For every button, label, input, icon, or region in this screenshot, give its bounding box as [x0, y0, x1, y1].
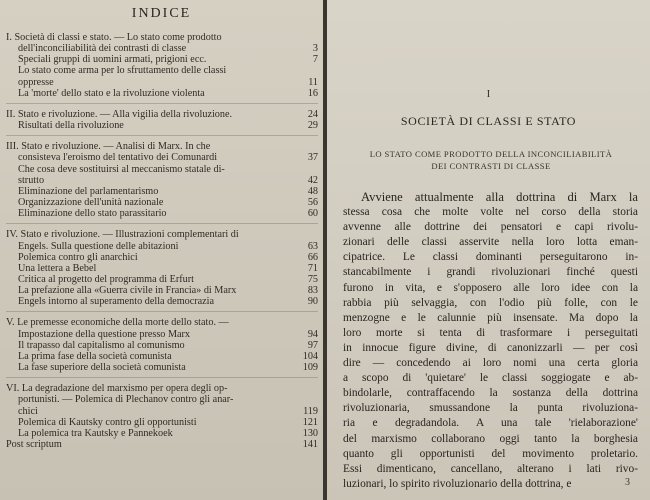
- toc-entry: [6, 351, 318, 362]
- toc-entry: [6, 65, 318, 76]
- toc-divider: [6, 135, 318, 136]
- body-text-line: Essi dimenticano, cancellano, alterano i lati rivo-: [343, 462, 638, 475]
- toc-entry-page: 141: [302, 439, 318, 450]
- toc-section: [6, 229, 318, 307]
- body-text-line: luzionari, lo spirito rivoluzionario della dottrina, e: [343, 477, 572, 490]
- body-text-line: menzogne e le calunnie più insensate. Ma dopo la: [343, 311, 638, 324]
- page-number: 3: [625, 477, 630, 488]
- toc-entry-title: La prima fase della società comunista: [18, 350, 172, 362]
- toc-entry-page: 24: [307, 108, 318, 120]
- toc-entry-page: 90: [307, 296, 318, 308]
- chapter-subtitle-line: LO STATO COME PRODOTTO DELLA INCONCILIABILITÀ: [369, 149, 613, 159]
- toc-entry: [6, 32, 318, 43]
- body-text-line: avvenne alle dottrine dei pensatori e capi rivolu-: [343, 221, 638, 234]
- toc-entry-title: VI. La degradazione del marxismo per opera degli op-: [6, 383, 228, 395]
- body-text-line: cipatrice. Le classi dominanti perseguitarono in-: [343, 251, 638, 264]
- toc-entry: [6, 164, 318, 175]
- toc-entry-page: 121: [302, 416, 318, 428]
- toc-entry: [6, 406, 318, 417]
- toc-entry-page: 119: [303, 405, 318, 417]
- toc-entry-page: 63: [307, 240, 318, 252]
- toc-entry: [6, 186, 318, 197]
- toc-entry-title: Eliminazione del parlamentarismo: [18, 185, 159, 197]
- toc-entry-title: oppresse: [18, 76, 54, 88]
- body-text-line: stessa cosa che molte volte nel corso della storia: [343, 206, 638, 219]
- toc-entry-title: Speciali gruppi di uomini armati, prigioni ecc.: [18, 54, 207, 66]
- toc-entry-page: 66: [307, 251, 318, 263]
- toc-entry-page: 94: [307, 328, 318, 340]
- toc-entry-page: 56: [307, 197, 318, 209]
- body-text-line: zionari delle classi asservite nella loro lotta eman-: [343, 236, 638, 249]
- toc-entry: [6, 109, 318, 120]
- toc-entry: [6, 263, 318, 274]
- toc-entry-title: Lo stato come arma per lo sfruttamento delle classi: [18, 65, 227, 77]
- body-text-line: loro morte si tenta di trasformare i perseguitati: [343, 326, 638, 339]
- toc-entry: [6, 296, 318, 307]
- toc-entry: [6, 252, 318, 263]
- toc-entry-page: 104: [302, 350, 318, 362]
- toc-entry-page: 11: [308, 76, 318, 88]
- toc-entry: [6, 77, 318, 88]
- body-text-line: a scopo di 'quietare' le classi soggiogate e ab-: [343, 372, 638, 385]
- toc-entry: [6, 285, 318, 296]
- body-text-line: rivoluzionaria, smussandone la punta rivoluziona-: [343, 402, 638, 415]
- toc-section: [6, 317, 318, 373]
- right-page-chapter: [327, 0, 650, 500]
- body-text-line: del marxismo collaborano oggi tanto la borghesia: [343, 432, 638, 445]
- toc-entry: [6, 43, 318, 54]
- toc-entry-title: Il trapasso dal capitalismo al comunismo: [18, 339, 185, 351]
- toc-entry-title: IV. Stato e rivoluzione. — Illustrazioni complementari di: [6, 229, 239, 241]
- body-text-line: rabbia più selvaggia, con l'odio più folle, con le: [343, 296, 638, 309]
- toc-entry-page: 48: [307, 185, 318, 197]
- body-text-line: quanto gli opportunisti del movimento proletario.: [343, 447, 638, 460]
- toc-entry: [6, 362, 318, 373]
- toc-entry-title: Risultati della rivoluzione: [18, 120, 124, 132]
- toc-entry-title: strutto: [18, 174, 45, 186]
- toc-entry-title: chici: [18, 405, 38, 417]
- toc-entry-title: La prefazione alla «Guerra civile in Francia» di Marx: [18, 285, 237, 297]
- toc-entry: [6, 54, 318, 65]
- toc-entry-title: dell'inconciliabilità dei contrasti di classe: [18, 43, 187, 55]
- toc-entry-page: 3: [312, 43, 318, 55]
- toc-divider: [6, 223, 318, 224]
- toc-entry: [6, 394, 318, 405]
- toc-entry-page: 16: [307, 87, 318, 99]
- body-text-line: in innocue figure divine, di canonizzarli — per così: [343, 341, 638, 354]
- toc-entry-page: 71: [307, 262, 318, 274]
- toc-entry-page: 29: [307, 120, 318, 132]
- toc-entry: [6, 383, 318, 394]
- toc-entry: [6, 329, 318, 340]
- toc-entry: [6, 88, 318, 99]
- body-text-line: ria e degradandola. A una tale 'rielaborazione': [343, 417, 638, 430]
- toc-entry-title: Che cosa deve sostituirsi al meccanismo statale di-: [18, 163, 225, 175]
- toc-entry-page: 7: [312, 54, 318, 66]
- body-text-line: Avviene attualmente alla dottrina di Marx la: [361, 190, 638, 204]
- toc-entry: [6, 317, 318, 328]
- toc-entry: [6, 229, 318, 240]
- toc-entry: [6, 340, 318, 351]
- left-page-index: [0, 0, 323, 500]
- toc-entry-title: V. Le premesse economiche della morte dello stato. —: [6, 317, 229, 329]
- toc-divider: [6, 311, 318, 312]
- toc-entry-title: consisteva l'eroismo del tentativo dei Comunardi: [18, 152, 218, 164]
- toc-entry-title: Critica al progetto del programma di Erfurt: [18, 273, 194, 285]
- toc-divider: [6, 377, 318, 378]
- body-text-line: furono in vita, e s'opposero alle loro idee con la: [343, 281, 638, 294]
- toc-entry-title: La polemica tra Kautsky e Pannekoek: [18, 427, 173, 439]
- body-text-line: bindolarle, contraffacendo la sostanza della dottrina: [343, 387, 638, 400]
- toc-entry-page: 37: [307, 152, 318, 164]
- toc-section: [6, 109, 318, 131]
- chapter-body-text: [343, 190, 638, 492]
- toc-entry-title: portunisti. — Polemica di Plechanov contro gli anar-: [18, 394, 234, 406]
- toc-section: [6, 141, 318, 219]
- table-of-contents: [6, 32, 318, 453]
- toc-entry-title: Engels intorno al superamento della democrazia: [18, 296, 215, 308]
- toc-entry-page: 42: [307, 174, 318, 186]
- toc-entry-title: Engels. Sulla questione delle abitazioni: [18, 240, 179, 252]
- toc-entry-page: 97: [307, 339, 318, 351]
- toc-entry: [6, 141, 318, 152]
- toc-entry: [6, 428, 318, 439]
- toc-entry-title: Organizzazione dell'unità nazionale: [18, 197, 164, 209]
- toc-divider: [6, 103, 318, 104]
- toc-entry-title: II. Stato e rivoluzione. — Alla vigilia della rivoluzione.: [6, 108, 233, 120]
- toc-entry: [6, 417, 318, 428]
- chapter-subtitle: [351, 148, 631, 172]
- toc-entry-title: Impostazione della questione presso Marx: [18, 328, 191, 340]
- chapter-number: I: [486, 88, 491, 100]
- toc-entry-title: Post scriptum: [6, 439, 62, 450]
- toc-entry: [6, 175, 318, 186]
- toc-entry-page: 75: [307, 273, 318, 285]
- body-text-line: dire — concedendo ai loro nomi una certa gloria: [343, 357, 638, 370]
- chapter-title: SOCIETÀ DI CLASSI E STATO: [400, 114, 577, 128]
- toc-entry-title: La 'morte' dello stato e la rivoluzione violenta: [18, 87, 205, 99]
- toc-entry: [6, 197, 318, 208]
- toc-entry: [6, 208, 318, 219]
- toc-entry-title: I. Società di classi e stato. — Lo stato come prodotto: [6, 32, 222, 43]
- toc-entry: [6, 439, 318, 450]
- body-text-line: stancabilmente i grandi rivoluzionari finché questi: [343, 266, 638, 279]
- toc-section: [6, 32, 318, 99]
- toc-entry-page: 60: [307, 208, 318, 220]
- toc-entry-title: III. Stato e rivoluzione. — Analisi di Marx. In che: [6, 141, 211, 153]
- toc-entry-title: Polemica di Kautsky contro gli opportunisti: [18, 416, 197, 428]
- toc-entry-page: 130: [302, 427, 318, 439]
- toc-entry-title: Eliminazione dello stato parassitario: [18, 208, 167, 220]
- toc-entry-page: 83: [307, 285, 318, 297]
- toc-section: [6, 383, 318, 450]
- toc-entry: [6, 241, 318, 252]
- toc-entry: [6, 274, 318, 285]
- index-title: INDICE: [131, 6, 192, 21]
- toc-entry-title: La fase superiore della società comunista: [18, 362, 186, 374]
- chapter-subtitle-line: DEI CONTRASTI DI CLASSE: [431, 161, 551, 171]
- toc-entry-page: 109: [302, 362, 318, 374]
- toc-entry: [6, 120, 318, 131]
- toc-entry: [6, 152, 318, 163]
- toc-entry-title: Polemica contro gli anarchici: [18, 251, 138, 263]
- toc-entry-title: Una lettera a Bebel: [18, 262, 97, 274]
